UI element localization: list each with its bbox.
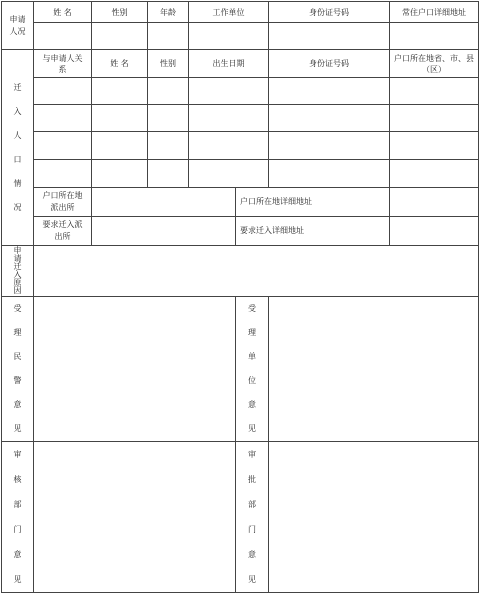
migrant-name-field[interactable] [92,132,148,160]
reason-label: 申请迁入原因 [2,246,34,297]
migrant-gender-field[interactable] [148,132,189,160]
migrant-gender-field[interactable] [148,78,189,105]
applicant-address-field[interactable] [390,23,479,50]
form-table [1,1,479,593]
acceptance-row [2,297,479,442]
migrant-hukou-location-field[interactable] [390,78,479,105]
review-opinion-field[interactable] [34,442,236,593]
migrant-row [2,105,479,132]
target-station-label: 要求迁入派出所 [34,217,92,246]
migrant-name-field[interactable] [92,78,148,105]
target-station-field[interactable] [92,217,236,246]
migrant-row [2,78,479,105]
migrant-hukou-location-field[interactable] [390,160,479,188]
migrant-id-field[interactable] [269,160,390,188]
target-address-label: 要求迁入详细地址 [236,217,390,246]
migrant-row [2,160,479,188]
applicant-gender-field[interactable] [92,23,148,50]
target-row [2,217,479,246]
migrant-name-header: 姓 名 [92,50,148,78]
applicant-gender-header: 性别 [92,2,148,23]
applicant-workplace-field[interactable] [189,23,269,50]
applicant-section-label: 申请人况 [2,2,34,50]
migrant-name-field[interactable] [92,160,148,188]
origin-row [2,188,479,217]
migrant-birthdate-field[interactable] [189,105,269,132]
applicant-id-field[interactable] [269,23,390,50]
migrant-id-header: 身份证号码 [269,50,390,78]
approval-opinion-label: 审批部门意见 [236,442,269,593]
unit-opinion-field[interactable] [269,297,479,442]
reason-row [2,246,479,297]
origin-station-label: 户口所在地派出所 [34,188,92,217]
migrant-hukou-location-header: 户口所在地省、市、县（区） [390,50,479,78]
migrant-id-field[interactable] [269,78,390,105]
reason-field[interactable] [34,246,479,297]
migrant-id-field[interactable] [269,132,390,160]
applicant-name-header: 姓 名 [34,2,92,23]
migrant-relation-field[interactable] [34,132,92,160]
migrant-hukou-location-field[interactable] [390,105,479,132]
applicant-address-header: 常住户口详细地址 [390,2,479,23]
applicant-header-row [2,2,479,23]
unit-opinion-label: 受理单位意见 [236,297,269,442]
applicant-workplace-header: 工作单位 [189,2,269,23]
migrant-id-field[interactable] [269,105,390,132]
origin-address-label: 户口所在地详细地址 [236,188,390,217]
applicant-id-header: 身份证号码 [269,2,390,23]
migrant-birthdate-field[interactable] [189,132,269,160]
migrant-birthdate-header: 出生日期 [189,50,269,78]
origin-station-field[interactable] [92,188,236,217]
migrant-relation-field[interactable] [34,78,92,105]
migrant-gender-field[interactable] [148,105,189,132]
migrant-row [2,132,479,160]
migrant-section-label: 迁入人口情况 [2,50,34,246]
approval-row [2,442,479,593]
police-opinion-field[interactable] [34,297,236,442]
target-address-field-extra[interactable] [390,217,479,246]
origin-address-field-extra[interactable] [390,188,479,217]
migrant-birthdate-field[interactable] [189,78,269,105]
migrant-birthdate-field[interactable] [189,160,269,188]
migrant-gender-field[interactable] [148,160,189,188]
migrant-relation-field[interactable] [34,160,92,188]
migrant-relation-field[interactable] [34,105,92,132]
migrant-hukou-location-field[interactable] [390,132,479,160]
migrant-name-field[interactable] [92,105,148,132]
applicant-age-header: 年龄 [148,2,189,23]
police-opinion-label: 受理民警意见 [2,297,34,442]
applicant-entry-row [2,23,479,50]
migrant-gender-header: 性别 [148,50,189,78]
applicant-name-field[interactable] [34,23,92,50]
migrant-header-row [2,50,479,78]
migrant-relation-header: 与申请人关系 [34,50,92,78]
approval-opinion-field[interactable] [269,442,479,593]
review-opinion-label: 审核部门意见 [2,442,34,593]
applicant-age-field[interactable] [148,23,189,50]
